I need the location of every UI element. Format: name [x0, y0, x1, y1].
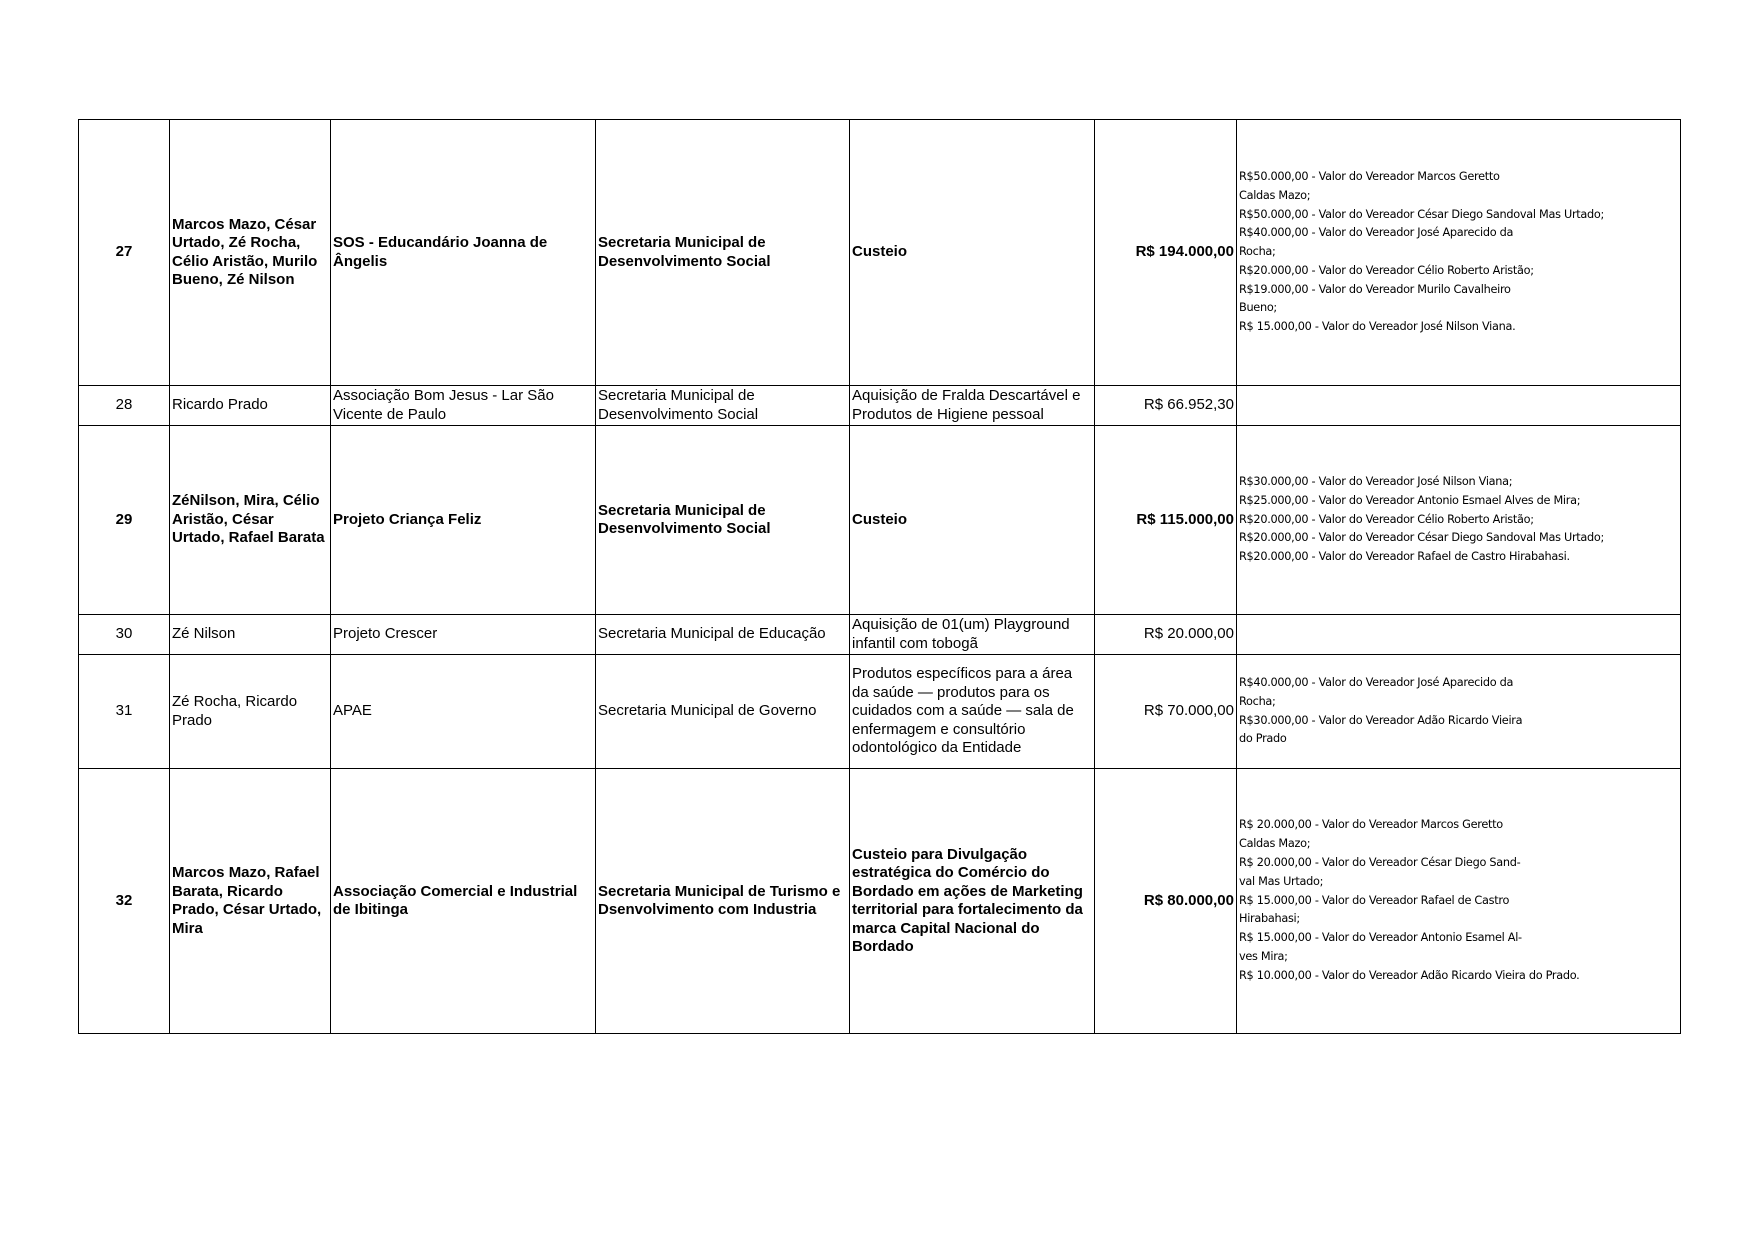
row-number: 28 — [79, 386, 170, 426]
secretariat-cell: Secretaria Municipal de Educação — [596, 615, 850, 655]
secretariat-cell: Secretaria Municipal de Desenvolvimento Social — [596, 386, 850, 426]
detail-line: Rocha; — [1239, 694, 1276, 708]
table-body — [79, 120, 1681, 1034]
detail-line: R$ 20.000,00 - Valor do Vereador Marcos Geretto — [1239, 818, 1503, 832]
amendments-table — [78, 119, 1681, 1034]
object-cell: Custeio — [850, 120, 1095, 386]
detail-line: R$40.000,00 - Valor do Vereador José Aparecido da — [1239, 226, 1514, 240]
detail-line: R$20.000,00 - Valor do Vereador Célio Roberto Aristão; — [1239, 263, 1534, 277]
row-number: 31 — [79, 655, 170, 769]
row-number: 29 — [79, 426, 170, 615]
entity-cell: Associação Bom Jesus - Lar São Vicente de Paulo — [331, 386, 596, 426]
table-row-32 — [79, 769, 1681, 1034]
details-cell — [1237, 386, 1681, 426]
table-row-27 — [79, 120, 1681, 386]
row-number: 30 — [79, 615, 170, 655]
detail-line: R$30.000,00 - Valor do Vereador José Nilson Viana; — [1239, 475, 1513, 488]
entity-cell: Associação Comercial e Industrial de Ibitinga — [331, 769, 596, 1034]
detail-line: R$19.000,00 - Valor do Vereador Murilo Cavalheiro — [1239, 282, 1511, 296]
councillors-cell: Ricardo Prado — [170, 386, 331, 426]
councillors-cell: Marcos Mazo, Rafael Barata, Ricardo Prado, César Urtado, Mira — [170, 769, 331, 1034]
entity-cell: Projeto Criança Feliz — [331, 426, 596, 615]
table-row-28 — [79, 386, 1681, 426]
details-cell — [1237, 615, 1681, 655]
value-cell: R$ 66.952,30 — [1095, 386, 1237, 426]
detail-line: Rocha; — [1239, 245, 1276, 259]
entity-cell: APAE — [331, 655, 596, 769]
value-cell: R$ 115.000,00 — [1095, 426, 1237, 615]
value-cell: R$ 70.000,00 — [1095, 655, 1237, 769]
detail-line: R$20.000,00 - Valor do Vereador Rafael de Castro Hirabahasi. — [1239, 550, 1570, 564]
value-cell: R$ 80.000,00 — [1095, 769, 1237, 1034]
detail-line: Caldas Mazo; — [1239, 188, 1311, 202]
councillors-cell: ZéNilson, Mira, Célio Aristão, César Urtado, Rafael Barata — [170, 426, 331, 615]
details-cell — [1237, 769, 1681, 1034]
entity-cell: Projeto Crescer — [331, 615, 596, 655]
object-cell: Aquisição de 01(um) Playground infantil com tobogã — [850, 615, 1095, 655]
councillors-cell: Zé Rocha, Ricardo Prado — [170, 655, 331, 769]
table-row-31 — [79, 655, 1681, 769]
detail-line: R$ 15.000,00 - Valor do Vereador Rafael de Castro — [1239, 893, 1510, 907]
detail-line: Caldas Mazo; — [1239, 837, 1311, 851]
detail-line: Hirabahasi; — [1239, 912, 1300, 926]
detail-line: R$25.000,00 - Valor do Vereador Antonio Esmael Alves de Mira; — [1239, 493, 1581, 507]
secretariat-cell: Secretaria Municipal de Turismo e Dsenvolvimento com Industria — [596, 769, 850, 1034]
value-cell: R$ 194.000,00 — [1095, 120, 1237, 386]
detail-line: Bueno; — [1239, 301, 1277, 315]
secretariat-cell: Secretaria Municipal de Desenvolvimento Social — [596, 426, 850, 615]
detail-line: val Mas Urtado; — [1239, 874, 1324, 888]
row-number: 27 — [79, 120, 170, 386]
detail-line: R$40.000,00 - Valor do Vereador José Aparecido da — [1239, 675, 1514, 689]
secretariat-cell: Secretaria Municipal de Governo — [596, 655, 850, 769]
detail-line: do Prado — [1239, 732, 1287, 746]
detail-line: R$50.000,00 - Valor do Vereador Marcos Geretto — [1239, 169, 1500, 183]
detail-line: R$30.000,00 - Valor do Vereador Adão Ricardo Vieira — [1239, 713, 1523, 727]
secretariat-cell: Secretaria Municipal de Desenvolvimento Social — [596, 120, 850, 386]
object-cell: Custeio para Divulgação estratégica do Comércio do Bordado em ações de Marketing territorial para fortalecimento da marca Capital Nacional do Bordado — [850, 769, 1095, 1034]
detail-line: R$ 15.000,00 - Valor do Vereador Antonio Esamel Al- — [1239, 931, 1522, 945]
entity-cell: SOS - Educandário Joanna de Ângelis — [331, 120, 596, 386]
detail-line: R$50.000,00 - Valor do Vereador César Diego Sandoval Mas Urtado; — [1239, 207, 1605, 221]
detail-line: R$20.000,00 - Valor do Vereador César Diego Sandoval Mas Urtado; — [1239, 531, 1605, 545]
row-number: 32 — [79, 769, 170, 1034]
table-row-29 — [79, 426, 1681, 615]
detail-line: ves Mira; — [1239, 949, 1288, 963]
table-row-30 — [79, 615, 1681, 655]
object-cell: Custeio — [850, 426, 1095, 615]
detail-line: R$ 10.000,00 - Valor do Vereador Adão Ricardo Vieira do Prado. — [1239, 968, 1580, 982]
object-cell: Aquisição de Fralda Descartável e Produtos de Higiene pessoal — [850, 386, 1095, 426]
detail-line: R$ 20.000,00 - Valor do Vereador César Diego Sand- — [1239, 856, 1521, 869]
councillors-cell: Zé Nilson — [170, 615, 331, 655]
object-cell: Produtos específicos para a área da saúde — produtos para os cuidados com a saúde — sala de enfermagem e consultório odontológico da Entidade — [850, 655, 1095, 769]
details-cell — [1237, 426, 1681, 615]
detail-line: R$ 15.000,00 - Valor do Vereador José Nilson Viana. — [1239, 320, 1516, 334]
details-cell — [1237, 120, 1681, 386]
details-cell — [1237, 655, 1681, 769]
detail-line: R$20.000,00 - Valor do Vereador Célio Roberto Aristão; — [1239, 512, 1534, 526]
councillors-cell: Marcos Mazo, César Urtado, Zé Rocha, Célio Aristão, Murilo Bueno, Zé Nilson — [170, 120, 331, 386]
value-cell: R$ 20.000,00 — [1095, 615, 1237, 655]
